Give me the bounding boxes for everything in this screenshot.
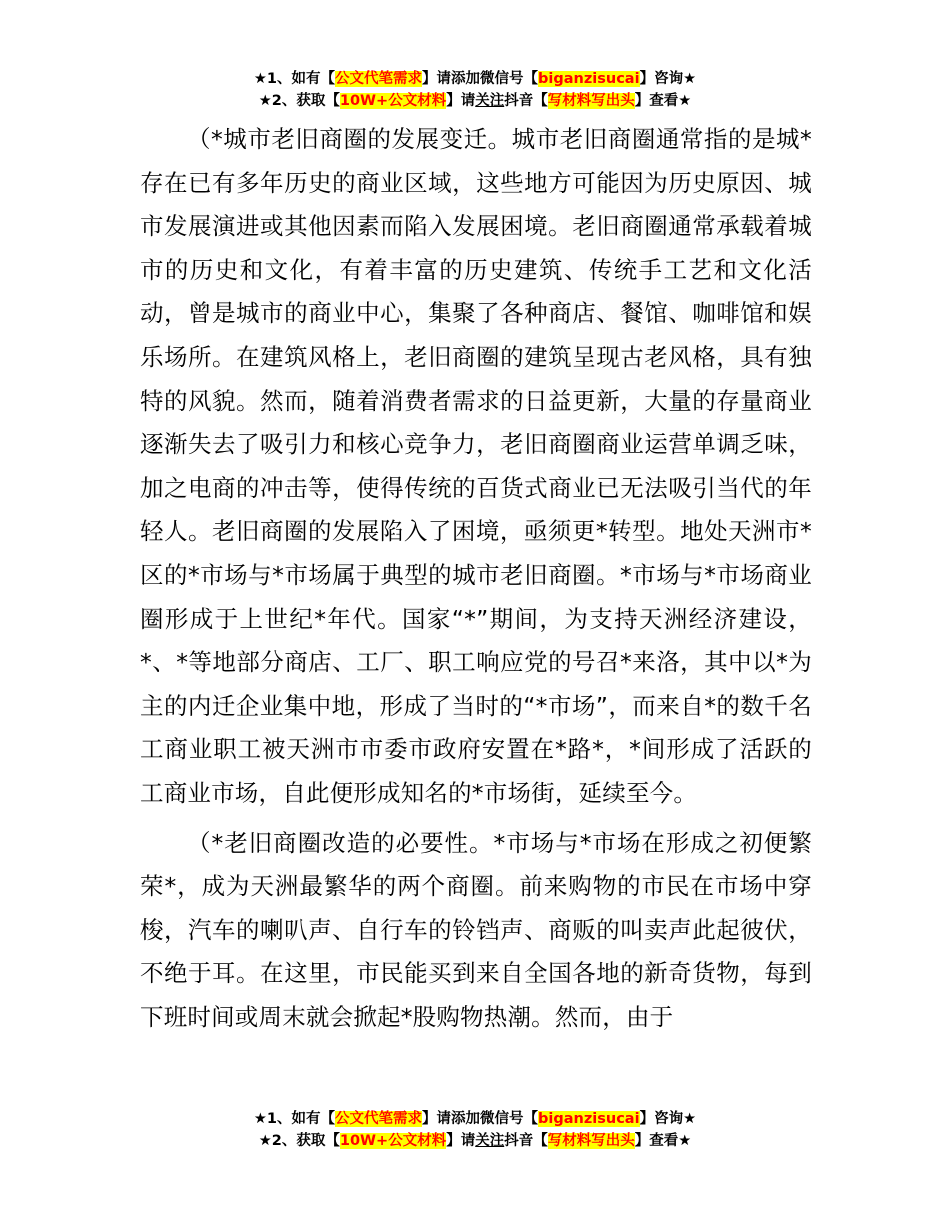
header-promo-line-1-emphasis: 添加 bbox=[451, 71, 481, 87]
footer-promo-line-2-mid: 】请 bbox=[446, 1133, 476, 1149]
header-promo-line-2 bbox=[0, 90, 950, 112]
footer-promo-line-1-emphasis: 添加 bbox=[451, 1111, 481, 1127]
header-promo-line-1 bbox=[0, 68, 950, 90]
header-promo-highlight-materials: 10W+公文材料 bbox=[339, 93, 447, 109]
footer-promo-banner bbox=[0, 1108, 950, 1152]
header-promo-line-2-mid-2: 抖音【 bbox=[504, 93, 548, 109]
footer-promo-highlight-service: 公文代笔需求 bbox=[335, 1111, 423, 1127]
footer-promo-highlight-douyin-id: 写材料写出头 bbox=[547, 1133, 635, 1149]
header-promo-banner bbox=[0, 68, 950, 112]
header-promo-line-2-prefix: ★2、获取【 bbox=[258, 93, 340, 109]
footer-promo-line-2-suffix: 】查看★ bbox=[634, 1133, 692, 1149]
footer-promo-line-2-prefix: ★2、获取【 bbox=[258, 1133, 340, 1149]
document-body bbox=[140, 118, 812, 1039]
footer-promo-highlight-wechat-id: biganzisucai bbox=[538, 1111, 640, 1127]
footer-promo-line-2-mid-2: 抖音【 bbox=[504, 1133, 548, 1149]
footer-promo-line-1 bbox=[0, 1108, 950, 1130]
header-promo-line-1-mid: 】请 bbox=[422, 71, 452, 87]
header-promo-highlight-douyin-id: 写材料写出头 bbox=[547, 93, 635, 109]
body-paragraph-2: （*老旧商圈改造的必要性。*市场与*市场在形成之初便繁荣*，成为天洲最繁华的两个商圈。前来购物的市民在市场中穿梭，汽车的喇叭声、自行车的铃铛声、商贩的叫卖声此起彼伏，不绝于耳。在这里，市民能买到来自全国各地的新奇货物，每到下班时间或周末就会掀起*股购物热潮。然而，由于 bbox=[140, 828, 812, 1031]
header-promo-line-2-mid: 】请 bbox=[446, 93, 476, 109]
body-paragraph-1: （*城市老旧商圈的发展变迁。城市老旧商圈通常指的是城*存在已有多年历史的商业区域，这些地方可能因为历史原因、城市发展演进或其他因素而陷入发展困境。老旧商圈通常承载着城市的历史和文化，有着丰富的历史建筑、传统手工艺和文化活动，曾是城市的商业中心，集聚了各种商店、餐馆、咖啡馆和娱乐场所。在建筑风格上，老旧商圈的建筑呈现古老风格，具有独特的风貌。然而，随着消费者需求的日益更新，大量的存量商业逐渐失去了吸引力和核心竞争力，老旧商圈商业运营单调乏味，加之电商的冲击等，使得传统的百货式商业已无法吸引当代的年轻人。老旧商圈的发展陷入了困境，亟须更*转型。地处天洲市*区的*市场与*市场属于典型的城市老旧商圈。*市场与*市场商业圈形成于上世纪*年代。国家“*”期间，为支持天洲经济建设，*、*等地部分商店、工厂、职工响应党的号召*来洛，其中以*为主的内迁企业集中地，形成了当时的“*市场”，而来自*的数千名工商业职工被天洲市市委市政府安置在*路*，*间形成了活跃的工商业市场，自此便形成知名的*市场街，延续至今。 bbox=[140, 125, 812, 807]
header-promo-line-2-emphasis: 关注 bbox=[475, 93, 505, 109]
header-promo-highlight-wechat-id: biganzisucai bbox=[538, 71, 640, 87]
header-promo-line-1-prefix: ★1、如有【 bbox=[253, 71, 336, 87]
footer-promo-line-1-suffix: 】咨询★ bbox=[639, 1111, 697, 1127]
footer-promo-line-2 bbox=[0, 1130, 950, 1152]
header-promo-line-2-suffix: 】查看★ bbox=[634, 93, 692, 109]
footer-promo-line-1-prefix: ★1、如有【 bbox=[253, 1111, 336, 1127]
footer-promo-line-1-mid: 】请 bbox=[422, 1111, 452, 1127]
header-promo-line-1-mid-2: 微信号【 bbox=[480, 71, 539, 87]
footer-promo-highlight-materials: 10W+公文材料 bbox=[339, 1133, 447, 1149]
header-promo-highlight-service: 公文代笔需求 bbox=[335, 71, 423, 87]
header-promo-line-1-suffix: 】咨询★ bbox=[639, 71, 697, 87]
footer-promo-line-2-emphasis: 关注 bbox=[475, 1133, 505, 1149]
footer-promo-line-1-mid-2: 微信号【 bbox=[480, 1111, 539, 1127]
